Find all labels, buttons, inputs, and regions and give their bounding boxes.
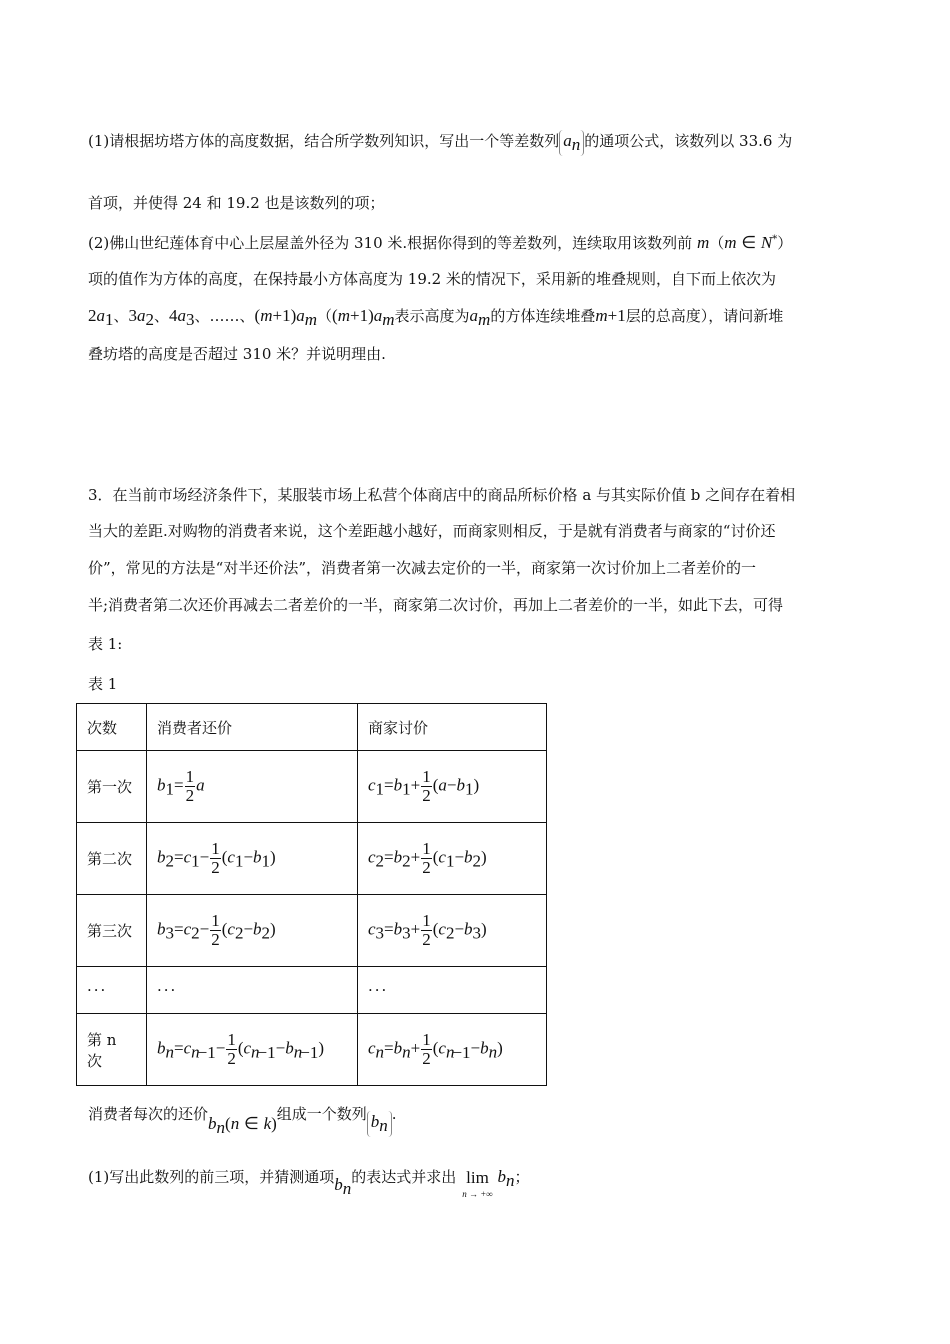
table-row <box>77 823 547 895</box>
row-label: 第 n 次 <box>77 1014 147 1086</box>
table-row <box>77 967 547 1014</box>
consumer-cell: $b_1=$ $\frac{1}{2}$ a <box>147 751 358 823</box>
p3-line4: 半;消费者第二次还价再减去二者差价的一半，商家第二次讨价，再加上二者差价的一半，如此下去，可得 <box>88 596 784 614</box>
consumer-cell: $b_2=c_1-$ $\frac{1}{2}$ $(c_1-b_1)$ <box>147 823 358 895</box>
merchant-cell: $c_1=b_1+$ $\frac{1}{2}$ $(a-b_1)$ <box>358 751 547 823</box>
p3-line2: 当大的差距.对购物的消费者来说，这个差距越小越好，而商家则相反，于是就有消费者与商家的“讨价还 <box>88 522 776 540</box>
header-consumer: 消费者还价 <box>147 704 358 751</box>
p1-line1: (1)请根据坊塔方体的高度数据，结合所学数列知识，写出一个等差数列 $a_n$ 的通项公式，该数列以 33.6 为 <box>88 131 793 154</box>
merchant-cell: $c_n=b_n+$ $\frac{1}{2}$ $(c_{n-1}-b_n)$ <box>358 1014 547 1086</box>
p1-line2: 首项，并使得 24 和 19.2 也是该数列的项； <box>88 194 385 212</box>
consumer-cell: $b_n=c_{n-1}-$ $\frac{1}{2}$ $(c_{n-1}-b_{n-1})$ <box>147 1014 358 1086</box>
row-label: 第二次 <box>77 823 147 895</box>
row-label: 第一次 <box>77 751 147 823</box>
after-line1: 消费者每次的还价$b_n(n$ ∈ k)组成一个数列 $b_n$. <box>88 1105 397 1137</box>
merchant-cell: $c_3=b_3+$ $\frac{1}{2}$ $(c_2-b_3)$ <box>358 895 547 967</box>
merchant-cell: $c_2=b_2+$ $\frac{1}{2}$ $(c_1-b_2)$ <box>358 823 547 895</box>
bargain-table <box>76 703 547 1086</box>
after-line2: (1)写出此数列的前三项，并猜测通项$b_n$的表达式并求出 lim n → +∞ $b_n$； <box>88 1167 530 1199</box>
consumer-cell: $b_3=c_2-$ $\frac{1}{2}$ $(c_2-b_2)$ <box>147 895 358 967</box>
table-header-row <box>77 704 547 751</box>
p3-line1: 3．在当前市场经济条件下，某服装市场上私营个体商店中的商品所标价格 a 与其实际价值 b 之间存在着相 <box>88 486 796 504</box>
p3-line5: 表 1: <box>88 635 123 653</box>
p1-line4: 项的值作为方体的高度，在保持最小方体高度为 19.2 米的情况下，采用新的堆叠规则，自下而上依次为 <box>88 270 776 288</box>
header-count: 次数 <box>77 704 147 751</box>
consumer-cell: ··· <box>147 967 358 1014</box>
row-label: 第三次 <box>77 895 147 967</box>
table-caption: 表 1 <box>88 675 118 693</box>
p1-line6: 叠坊塔的高度是否超过 310 米？并说明理由. <box>88 345 386 363</box>
header-merchant: 商家讨价 <box>358 704 547 751</box>
p1-line3: (2)佛山世纪莲体育中心上层屋盖外径为 310 米.根据你得到的等差数列，连续取用该数列前 m（m ∈ N*） <box>88 233 793 252</box>
table-row <box>77 895 547 967</box>
seq-an: $a_n$ <box>559 130 584 156</box>
table-row <box>77 1014 547 1086</box>
merchant-cell: ··· <box>358 967 547 1014</box>
row-label: ··· <box>77 967 147 1014</box>
p3-line3: 价”，常见的方法是“对半还价法”，消费者第一次减去定价的一半，商家第一次讨价加上二者差价的一 <box>88 559 757 577</box>
table-row <box>77 751 547 823</box>
p1-line5: $2a_1$、$3a_2$、$4a_3$、……、$(m+1)a_m((m+1)a_m$表示高度为$a_m$的方体连续堆叠m+1层的总高度），请问新堆 <box>88 306 784 329</box>
